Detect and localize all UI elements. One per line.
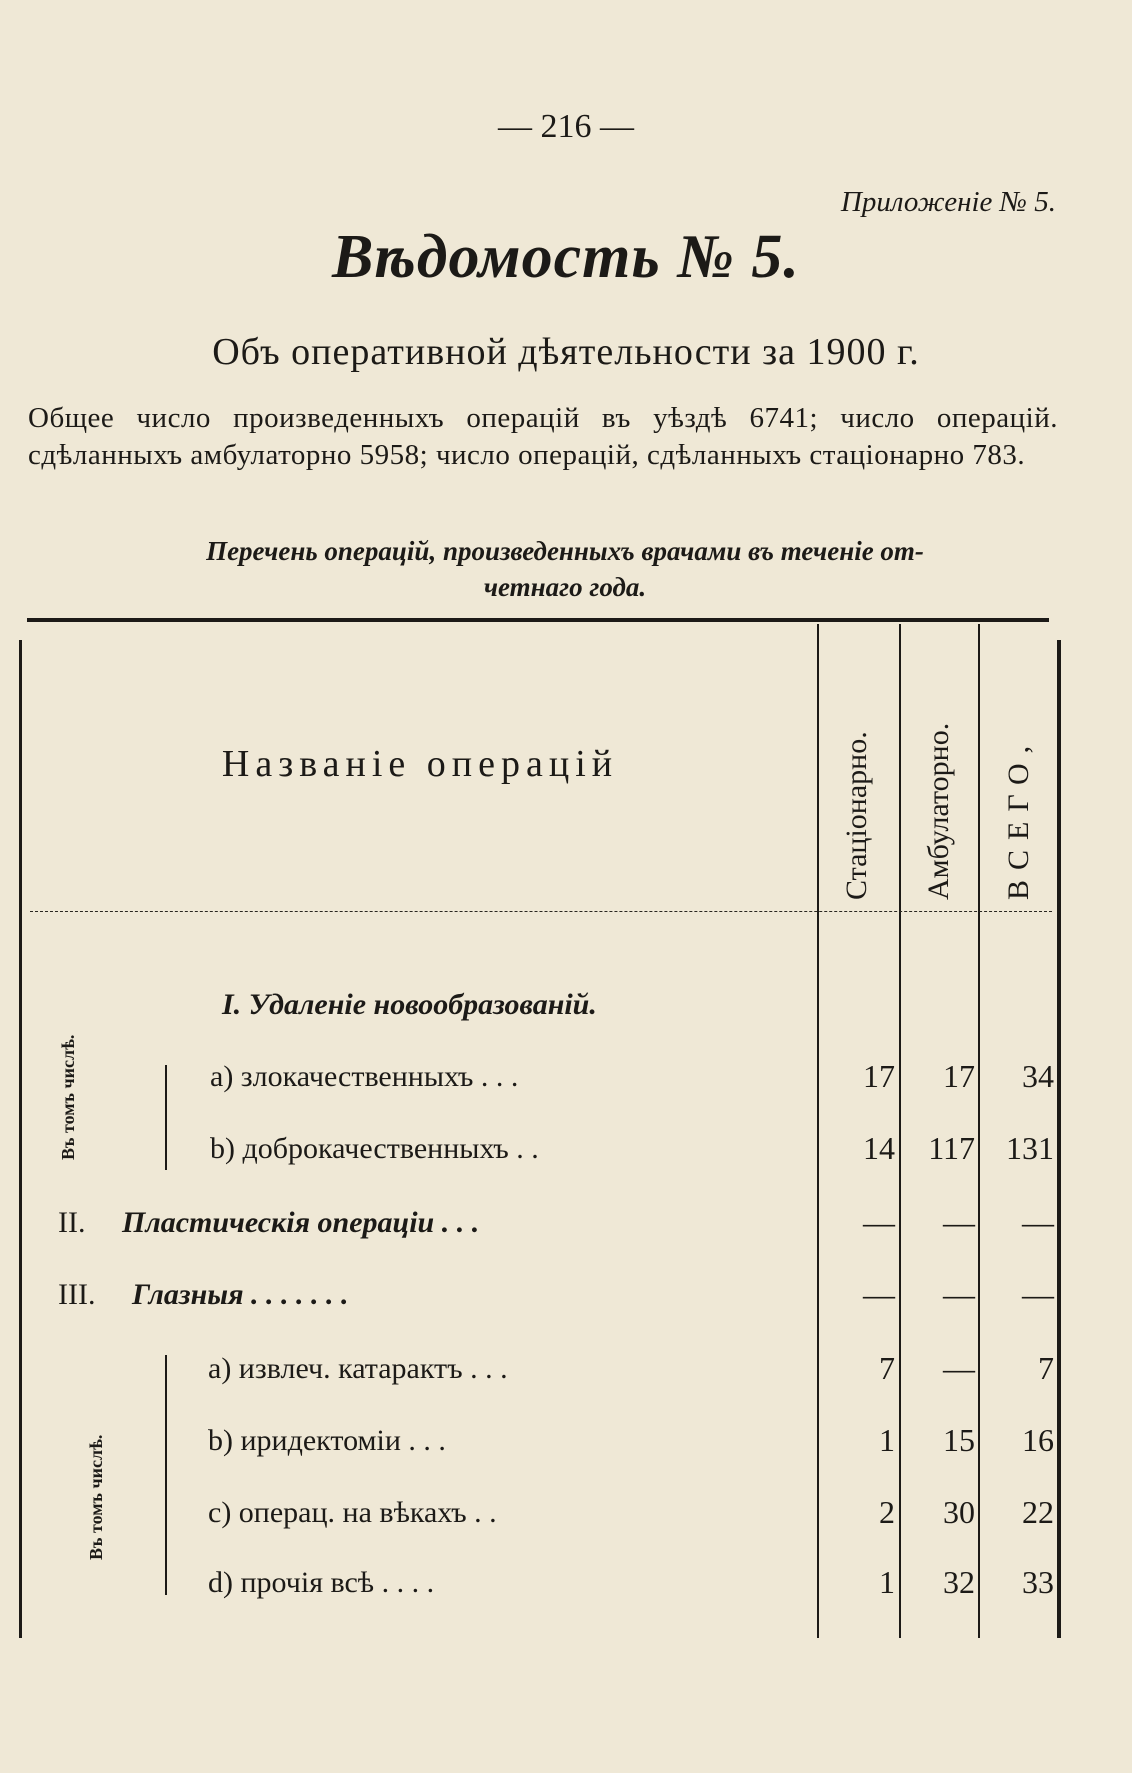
header-separator [30,911,1052,912]
row-malignant-stationary: 17 [863,1058,895,1094]
side-label-tumors: Въ томъ числѣ. [58,1034,78,1160]
row-other-ambulatory: 32 [943,1564,975,1600]
table-left-border [19,640,22,1638]
header-operation-name: Названіе операцій [221,743,619,785]
table-top-rule [27,618,1049,622]
row-other-total: 33 [1022,1564,1054,1600]
row-eyelids-stationary: 2 [879,1494,895,1530]
row-benign-total: 131 [1006,1130,1054,1166]
row-benign-stationary: 14 [863,1130,895,1166]
row-eye-label: Глазныя . . . . . . . [132,1278,349,1311]
row-malignant-total: 34 [1022,1058,1054,1094]
side-label-eye: Въ томъ числѣ. [86,1434,106,1560]
row-cataract-label: a) извлеч. катарактъ . . . [208,1352,508,1385]
list-title-line-2: четнаго года. [483,572,647,602]
row-iridectomy-stationary: 1 [879,1422,895,1458]
row-iridectomy-ambulatory: 15 [943,1422,975,1458]
row-benign-label: b) доброкачественныхъ . . [210,1132,539,1165]
header-stationary: Стаціонарно. [840,731,873,900]
row-eye-ambulatory: — [943,1276,975,1312]
row-plastic-total: — [1022,1204,1054,1240]
row-cataract-stationary: 7 [879,1350,895,1386]
row-plastic-number: II. [58,1206,86,1239]
row-malignant-label: a) злокачественныхъ . . . [210,1060,519,1093]
row-eye-stationary: — [863,1276,895,1312]
header-total: ВСЕГО, [1002,735,1035,900]
row-eyelids-label: c) операц. на вѣкахъ . . [208,1496,497,1529]
document-title: Вѣдомость № 5. [332,223,800,291]
table-right-border [1057,640,1061,1638]
row-benign-ambulatory: 117 [928,1130,975,1166]
row-eye-number: III. [58,1278,96,1311]
row-eyelids-total: 22 [1022,1494,1054,1530]
header-ambulatory: Амбулаторно. [922,722,955,900]
list-title-line-1: Перечень операцій, произведенныхъ врачами въ теченіе от- [206,536,924,566]
row-removal-neoplasms: I. Удаленіе новообразованій. [222,988,597,1021]
brace-eye [165,1355,177,1595]
row-other-stationary: 1 [879,1564,895,1600]
row-iridectomy-total: 16 [1022,1422,1054,1458]
row-cataract-total: 7 [1038,1350,1054,1386]
row-cataract-ambulatory: — [943,1350,975,1386]
row-plastic-ambulatory: — [943,1204,975,1240]
row-iridectomy-label: b) иридектоміи . . . [208,1424,446,1457]
list-title [60,533,1070,605]
row-plastic-label: Пластическія операціи . . . [122,1206,480,1239]
row-eyelids-ambulatory: 30 [943,1494,975,1530]
row-eye-total: — [1022,1276,1054,1312]
intro-paragraph: Общее число произведенныхъ операцій въ уѣздѣ 6741; число операцій. сдѣланныхъ амбулаторно 5958; число операцій, сдѣланныхъ стаціонарно 783. [28,402,1058,471]
page-number: — 216 — [498,108,634,145]
column-divider-stationary [817,624,819,1638]
appendix-label: Приложеніе № 5. [840,186,1056,218]
document-subtitle: Объ оперативной дѣятельности за 1900 г. [212,331,920,373]
row-malignant-ambulatory: 17 [943,1058,975,1094]
row-plastic-stationary: — [863,1204,895,1240]
row-other-label: d) прочія всѣ . . . . [208,1566,435,1599]
brace-tumors [165,1065,177,1170]
